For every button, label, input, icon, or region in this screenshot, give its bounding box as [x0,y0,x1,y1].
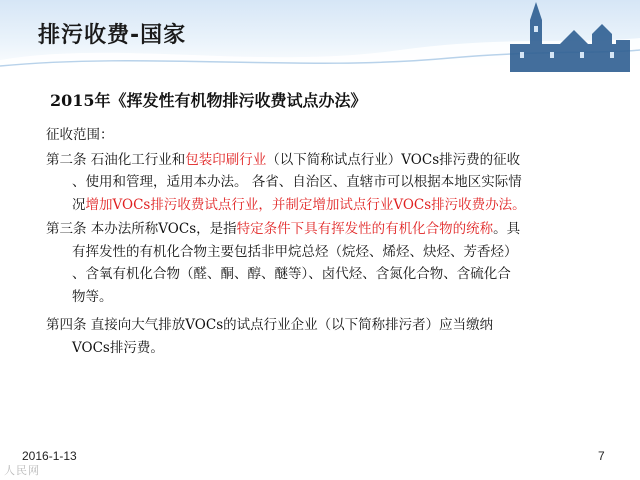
slide-body [46,124,616,359]
article-2-highlight-packaging: 包装印刷行业 [185,151,267,168]
article-4-line-1: 第四条 直接向大气排放VOCs的试点行业企业（以下简称排污者）应当缴纳 [46,317,494,333]
article-2-text: 第二条 石油化工行业和 [46,151,186,168]
watermark: 人民网 [4,465,40,477]
article-3-line-4: 物等。 [72,288,113,305]
article-2-line-3 [46,194,616,217]
article-4 [46,314,616,359]
slide-subtitle: 2015年《挥发性有机物排污收费试点办法》 [50,91,367,110]
page-number: 7 [598,449,605,463]
slide-header [0,0,640,74]
article-3-text: 第三条 本办法所称VOCs，是指 [46,221,237,237]
scope-label: 征收范围： [46,127,114,143]
article-3-line-1 [46,218,616,241]
article-2-line-1 [46,149,616,172]
article-2-text-3: 况 [72,196,86,213]
church-skyline-icon [500,0,640,72]
article-2-highlight-expand: 增加VOCs排污收费试点行业，并制定增加试点行业VOCs排污收费办法。 [85,196,526,213]
article-2-text-cont: （以下简称试点行业）VOCs排污费的征收 [266,151,521,168]
article-3-text-cont: 。具 [493,221,521,237]
article-2 [46,149,616,217]
article-3-line-3: 、含氧有机化合物（醛、酮、醇、醚等）、卤代烃、含氮化合物、含硫化合 [72,266,511,282]
article-2-line-2: 、使用和管理，适用本办法。 各省、自治区、直辖市可以根据本地区实际情 [72,174,522,190]
article-3 [46,218,616,308]
article-3-highlight-definition: 特定条件下具有挥发性的有机化合物的统称 [236,221,494,237]
footer-date: 2016-1-13 [22,449,77,463]
slide-title: 排污收费-国家 [38,23,187,48]
article-4-line-2: VOCs排污费。 [72,339,164,356]
article-3-line-2: 有挥发性的有机化合物主要包括非甲烷总烃（烷烃、烯烃、炔烃、芳香烃） [72,243,518,260]
